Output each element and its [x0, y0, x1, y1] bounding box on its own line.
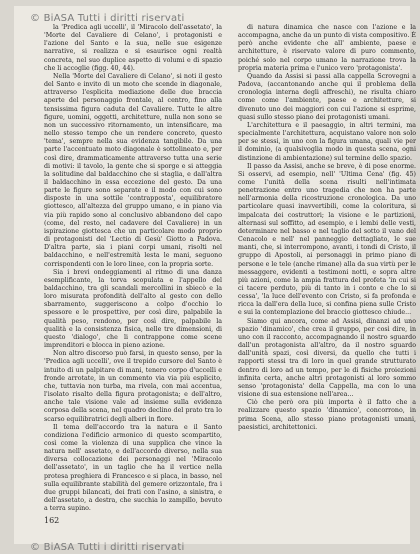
- paragraph: Ciò che però ora più importa è il fatto che a realizzare questo spazio 'dinamico', concorrono, in prima Scena, allo stesso piano protagonisti umani, paesistici, architettonici.: [238, 399, 416, 431]
- paragraph: la 'Predica agli uccelli', il 'Miracolo dell'assetato', la 'Morte del Cavaliere di Celano', i protagonisti e l'azione del Santo e la sua, nelle sue esigenze narrative, si realizza e si esaurisce ogni realtà concreta, nel suo duplice aspetto di volumi e di spazio che li accoglie (figg. 40, 44).: [44, 24, 222, 72]
- paragraph: L'architettura e il paesaggio, in altri termini, ma specialmente l'architettura, acquistano valore non solo per se stessi, in uno con la figura umana, quali vie per il dominio, (a qualsivoglia modo in questa scena, ogni distinzione di ambientazione) sul termine dello spazio.: [238, 121, 416, 162]
- document-page: [14, 6, 416, 553]
- paragraph: Nella 'Morte del Cavaliere di Celano', si noti il gesto del Santo e invito di un moto che scende in diagonale, attraverso l'esplicita mediazione delle due braccia aperte del personaggio frontale, al centro, fino alla tensissima figura caduta del Cavaliere. Tutte le altre figure, uomini, oggetti, architetture, nulla non sono se non un successivo ritornamento, un intensificare, ma nello stesso tempo che un rendere concreto, questo 'tema', sempre nella sua evidenza tangibile. Da una parte l'accentuato moto diagonale è sottolineato e, per così dire, drammaticamente attraverso tutta una serie di motivi: il tavolo, la gente che si sporge e si atteggia la solitudine dal baldacchino che si staglia, e dall'altra il baldacchino in essa eccezione del gesto. Da una parte le figure sono separate e il modo con cui sono disposte in una sottile 'contrapposta', equilibratore giottesco, all'altezza del gruppo umano, e in piano via via più rapido sono al conclusivo abbandono del capo (come, del resto, nel cadavere del Cavaliere) in un ispirazione giottesca che un particolare modo proprio di protagonisti del 'Lectio di Gesù' Giotto a Padova. D'altra parte, sia i piani corpi umani, risolti nel baldacchino, e nell'estremità lesta le mani, seguono corrispondenti con le loro linee, con la propria sorte.: [44, 72, 222, 268]
- paragraph: Il passo da Assisi, anche se breve, è di pose enorme. Si osservi, ad esempio, nell' 'Ultima Cena' (fig. 45) come l'unità della scena risulti nell'intimata penetrazione entro uno tragedia che non ha parte nell'armonia della ricostruzione cronologica. Da uno particolare quasi inavvertibili, come la coloritura, si impalcata dei costruttori; la visione e le partizioni, alternasi sul soffitto, ad esempio, e i lembi delle vesti, determinare nel basso e nel taglio del sotto il vano del Cenacolo e nell' nel panneggio dettagliato, le sue manti, che, si interrompono, avanti, i tondi di Cristo, il gruppo di Apostoli, ai personaggi in primo piano di persone e le tele (anche rimane) alla da sua virtù per le messaggere, evidenti a testimoni notti, e sopra altre più azioni, come la ampia frattura del profeta 'in cui si ci tacere perduto, più di tanto in i conto e che lo si cessa', 'la luce dell'evento con Cristo, si fa profonda e ricca la dall'era della luce, si confina piena sulle Cristo e sui la contemplazione del braccio giottesco chiude...: [238, 162, 416, 317]
- text-column-right: [238, 24, 416, 512]
- paragraph: Siamo qui ancora, come ad Assisi, dinanzi ad uno spazio 'dinamico', che crea il gruppo, per così dire, in uno con il racconto, accompagnando il nostro sguardo dall'un protagonista all'altro, da il nostro sguardo dall'unità spazi, così diversi, da quello che tutti i rapporti stessi tra di loro in quel grande strutturato dentro di loro ad un tempo, per le di fisiche proiezioni infinita certa, anche altri protagonisti al loro sommo senso 'protagonista' della Cappella, ma con lo una visione di sua estensione nell'area...: [238, 317, 416, 399]
- watermark-top: © BiASA Tutti i diritti riservati: [30, 13, 185, 24]
- page-number: 162: [44, 516, 60, 525]
- paragraph: Non altro discorso può farsi, in questo senso, per la 'Predica agli uccelli', ove il trepido cursore del Santo è intuito di un palpitare di mani, tenero corpo d'uccelli e fronde arrotate, in un commento via via più esplicito, che, tuttavia non turba, ma rivela, con mai accentua, l'isolato risalto della figura protagonista; e dell'altro, anche tale visione vale ad insieme sulla evidenza corposa della scena, nel quadro declino del prato tra lo scarso equilibratrici degli alberi in fiore.: [44, 350, 222, 423]
- paragraph: Sia i brevi ondeggiamenti al ritmo di una danza esemplificante, la torva scopulata e l'appello del baldacchino, tra gli scandali mercollini in sbiecò e la loro misurata profondità dell'alto al gesto con dello sbarramento, suggeriscono a colpo d'occhio lo spessore e le prospettive, per così dire, palpabile la qualità peso, rendono, per così dire, palpabile la qualità e la consistenza fisica, nelle tre dimensioni, di questo 'dialogo', che li contrappone come scene imprenditori e blocca in pieno azione.: [44, 268, 222, 350]
- text-column-left: [44, 24, 222, 512]
- watermark-bottom: © BiASA Tutti i diritti riservati: [30, 542, 185, 553]
- paragraph: di natura dinamica che nasce con l'azione e la accompagna, anche da un punto di vista compositivo. È però anche evidente che all' ambiente, paese e architetture, è riservato valore di puro commento, poiché solo nel corpo umano la narrazione trova la propria materia prima e l'unico vero 'protagonista'.: [238, 24, 416, 72]
- paragraph: Il tema dell'accordo tra la natura e il Santo condiziona l'edificio armonico di questo scompartito, così come la violenza di una supplica che vince la natura nell' assetato, e dell'accordo diverso, nella sua diversa collocazione dei personaggi nel 'Miracolo dell'assetato', in un taglio che ha il vertice nella protesa preghiera di Francesco e si placa, in basso, nel sulla equilibrante stabilità del gemere orizzontale, fra i due gruppi bilancati, dei frati con l'asino, a sinistra, e dell'assetato, a destra, che succhia lo zampillo, bevuto a terra supino.: [44, 423, 222, 512]
- paragraph: Quando da Assisi si passi alla cappella Scrovegni a Padova, (accantonando anche qui il problema della cronologia interna degli affreschi), ne risulta chiaro come come l'ambiente, paese e architetture, si divenuto uno dei maggiori con cui l'azione si esprime, quasi sullo stesso piano dei protagonisti umani.: [238, 72, 416, 121]
